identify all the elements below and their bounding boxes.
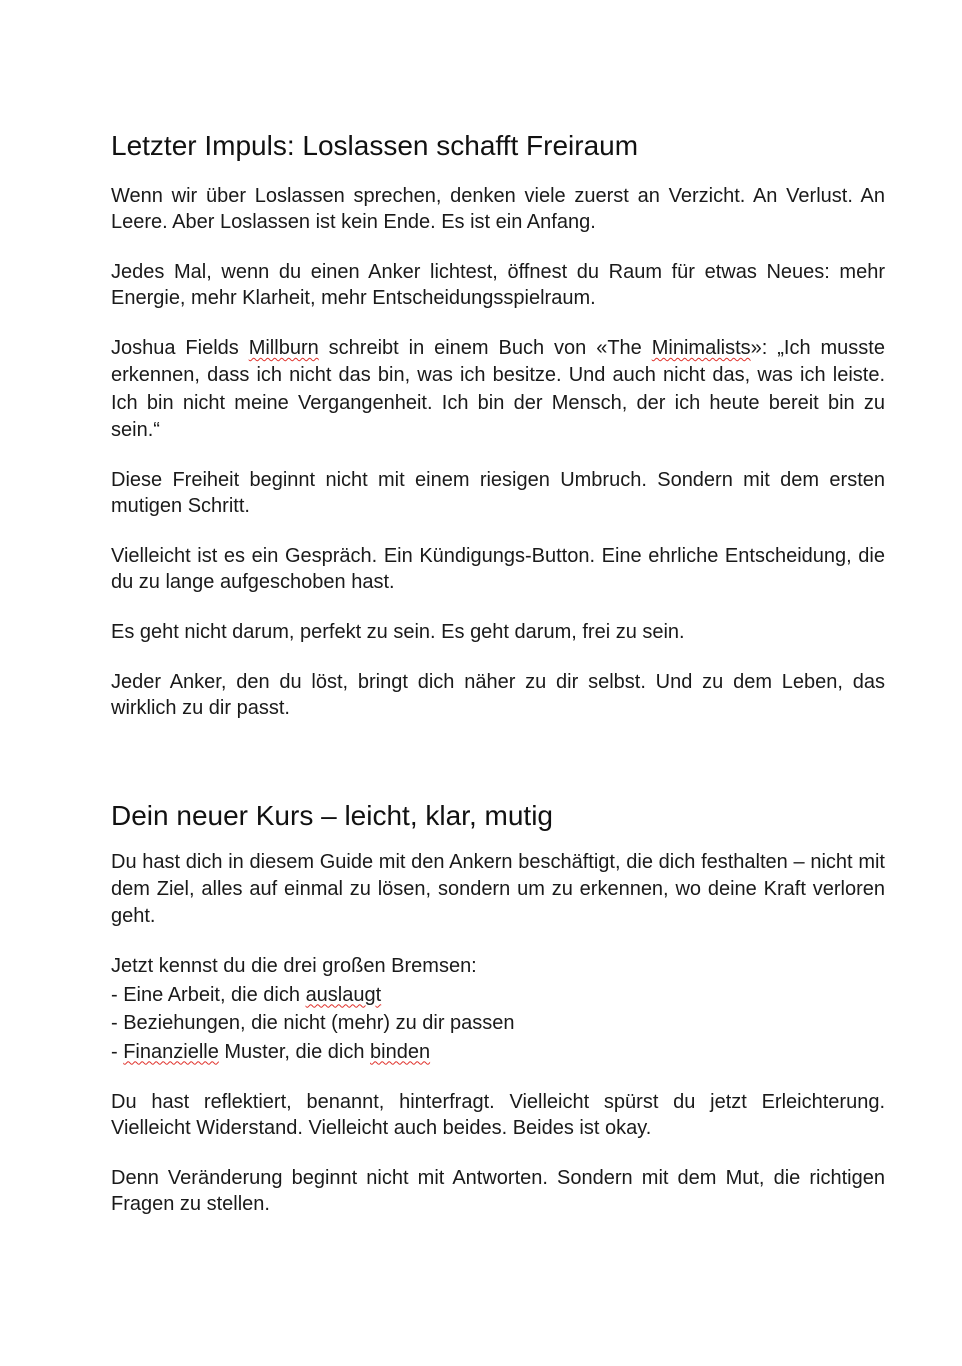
paragraph: Vielleicht ist es ein Gespräch. Ein Kündigungs-Button. Eine ehrliche Entscheidung, die du zu lange aufgeschoben hast. [111, 545, 885, 593]
misspelled-word[interactable]: Millburn [248, 337, 319, 359]
list-item: - Beziehungen, die nicht (mehr) zu dir passen [111, 1012, 515, 1034]
misspelled-word[interactable]: Minimalists [651, 337, 751, 359]
paragraph: Wenn wir über Loslassen sprechen, denken viele zuerst an Verzicht. An Verlust. An Leere. Aber Loslassen ist kein Ende. Es ist ein Anfang. [111, 185, 885, 233]
list-item: - Finanzielle Muster, die dich binden [111, 1040, 431, 1063]
misspelled-word[interactable]: binden [370, 1040, 431, 1063]
text: »: „Ich musste erkennen, dass ich nicht das bin, was ich besitze. Und auch nicht das, was ich leiste. Ich bin nicht meine Vergangenheit. Ich bin der Mensch, der ich heute bereit bin zu sein.“ [111, 337, 885, 442]
list-item: - Eine Arbeit, die dich auslaugt [111, 983, 382, 1006]
quote-paragraph [111, 335, 885, 445]
misspelled-word[interactable]: Finanzielle [123, 1040, 219, 1063]
list-intro: Jetzt kennst du die drei großen Bremsen: [111, 955, 477, 977]
paragraph: Denn Veränderung beginnt nicht mit Antworten. Sondern mit dem Mut, die richtigen Fragen zu stellen. [111, 1167, 885, 1215]
bullet-list [111, 952, 885, 1066]
text: schreibt in einem Buch von «The [318, 337, 652, 359]
paragraph: Du hast dich in diesem Guide mit den Ankern beschäftigt, die dich festhalten – nicht mit dem Ziel, alles auf einmal zu lösen, sondern um zu erkennen, wo deine Kraft verloren geht. [111, 851, 885, 927]
section-heading-neuer-kurs: Dein neuer Kurs – leicht, klar, mutig [111, 800, 553, 831]
paragraph: Diese Freiheit beginnt nicht mit einem riesigen Umbruch. Sondern mit dem ersten mutigen Schritt. [111, 469, 885, 517]
paragraph: Jeder Anker, den du löst, bringt dich näher zu dir selbst. Und zu dem Leben, das wirklich zu dir passt. [111, 671, 885, 719]
section-heading-letzter-impuls: Letzter Impuls: Loslassen schafft Freiraum [111, 130, 639, 161]
text: Joshua Fields [111, 337, 249, 359]
paragraph: Du hast reflektiert, benannt, hinterfragt. Vielleicht spürst du jetzt Erleichterung. Vielleicht Widerstand. Vielleicht auch beides. Beides ist okay. [111, 1091, 885, 1139]
paragraph: Es geht nicht darum, perfekt zu sein. Es geht darum, frei zu sein. [111, 621, 685, 643]
misspelled-word[interactable]: auslaugt [305, 983, 382, 1006]
paragraph: Jedes Mal, wenn du einen Anker lichtest, öffnest du Raum für etwas Neues: mehr Energie, mehr Klarheit, mehr Entscheidungsspielraum. [111, 261, 885, 309]
